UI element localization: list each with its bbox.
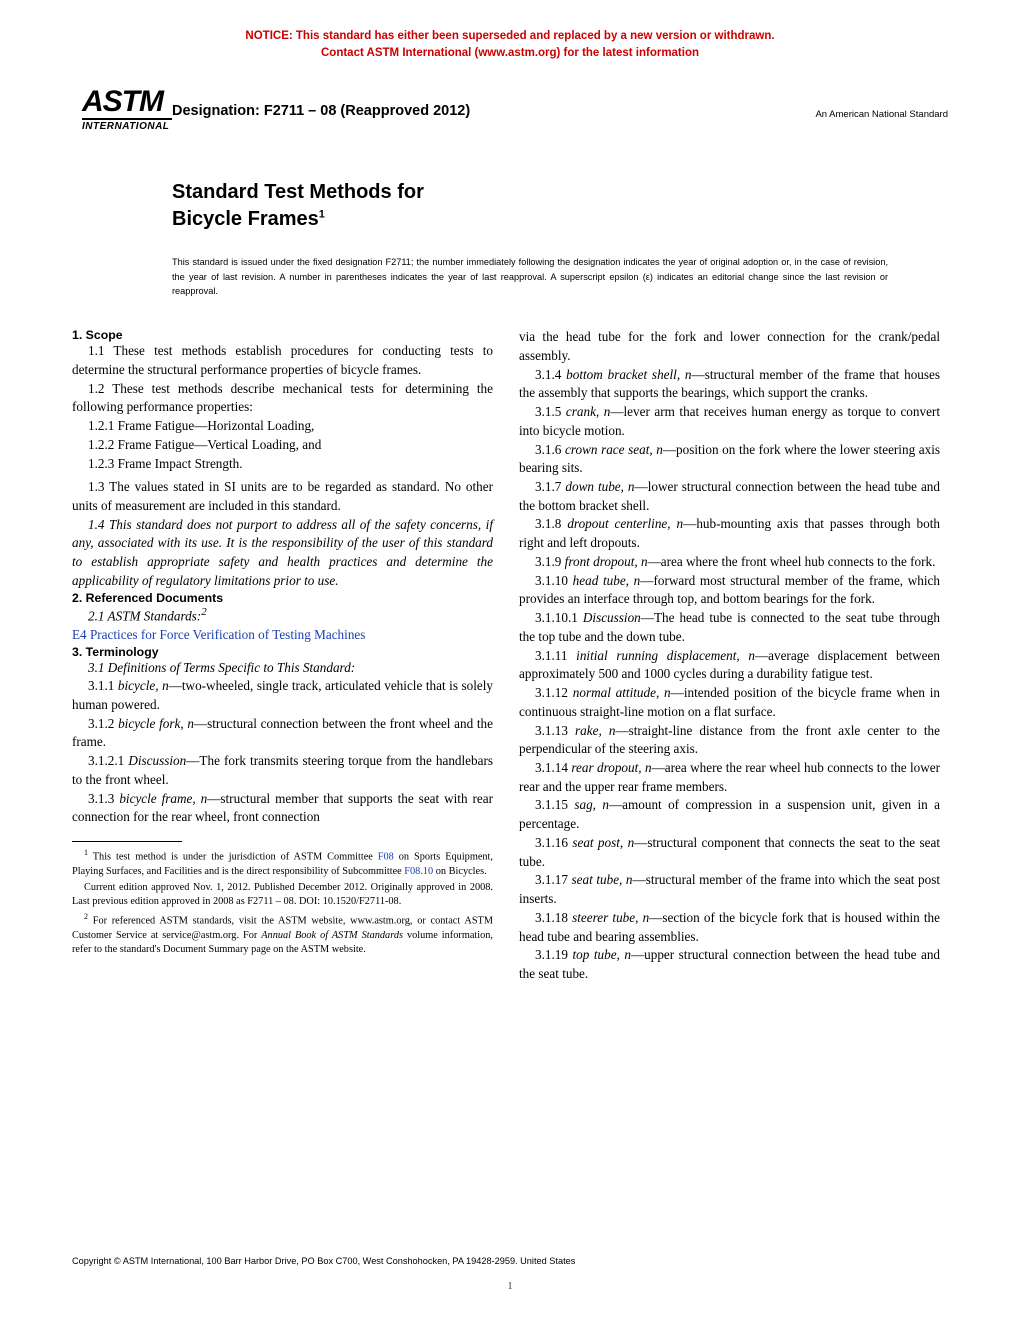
section-heading-referenced-documents: 2. Referenced Documents bbox=[72, 590, 224, 605]
paragraph-3-1-13: 3.1.13 rake, n—straight-line distance from the front axle center to the perpendicular of the steering axis. bbox=[519, 722, 941, 757]
notice-line-1: NOTICE: This standard has either been superseded and replaced by a new version or withdrawn. bbox=[245, 30, 775, 42]
two-column-body bbox=[72, 328, 948, 984]
paragraph-1-2-3: 1.2.3 Frame Impact Strength. bbox=[88, 455, 243, 471]
astm-international-label: INTERNATIONAL bbox=[82, 121, 170, 133]
masthead bbox=[72, 87, 948, 151]
paragraph-3-1-4: 3.1.4 bottom bracket shell, n—structural member of the frame that houses the assembly that supports the bearings, which support the cranks. bbox=[519, 366, 940, 401]
paragraph-2-1-heading: 2.1 ASTM Standards:$^2$ bbox=[88, 605, 207, 624]
paragraph-3-1-2: 3.1.2 bicycle fork, n—structural connection between the front wheel and the frame. bbox=[72, 715, 494, 750]
paragraph-1-2-2: 1.2.2 Frame Fatigue—Vertical Loading, and bbox=[88, 436, 322, 452]
designation-line: Designation: F2711 – 08 (Reapproved 2012) bbox=[172, 103, 471, 120]
reference-link-e4[interactable] bbox=[72, 627, 365, 642]
superseded-notice bbox=[72, 28, 948, 61]
paragraph-1-2-1: 1.2.1 Frame Fatigue—Horizontal Loading, bbox=[88, 418, 315, 434]
paragraph-3-1-2-1: 3.1.2.1 Discussion—The fork transmits steering torque from the handlebars to the front wheel. bbox=[72, 753, 494, 787]
paragraph-3-1-8: 3.1.8 dropout centerline, n—hub-mounting axis that passes through both right and left dropouts. bbox=[519, 516, 940, 551]
paragraph-3-1-15: 3.1.15 sag, n—amount of compression in a suspension unit, given in a percentage. bbox=[519, 797, 940, 832]
paragraph-3-1-11: 3.1.11 initial running displacement, n—average displacement between approximately 500 and 1000 cycles during a durability fatigue test. bbox=[519, 647, 940, 682]
footer-copyright: Copyright © ASTM International, 100 Barr Harbor Drive, PO Box C700, West Conshohocken, PA 19428-2959. United States bbox=[72, 1256, 576, 1266]
paragraph-3-1-18: 3.1.18 steerer tube, n—section of the bicycle fork that is housed within the head tube and bearing assemblies. bbox=[519, 909, 940, 944]
paragraph-3-1-14: 3.1.14 rear dropout, n—area where the rear wheel hub connects to the lower rear and the upper rear frame members. bbox=[519, 759, 940, 794]
section-heading-terminology: 3. Terminology bbox=[72, 644, 159, 659]
footnote-2: $^2$ For referenced ASTM standards, visit the ASTM website, www.astm.org, or contact ASTM Customer Service at service@astm.org. For Annual Book of ASTM Standards volume information, refer to the standard's Document Summary page on the ASTM website. bbox=[72, 912, 493, 956]
reference-code: E4 bbox=[72, 626, 87, 642]
paragraph-1-1: 1.1 These test methods establish procedures for conducting tests to determine the structural performance properties of bicycle frames. bbox=[72, 343, 493, 377]
paragraph-3-1-10-1: 3.1.10.1 Discussion—The head tube is connected to the seat tube through the top tube and the down tube. bbox=[519, 610, 941, 644]
paragraph-3-1-16: 3.1.16 seat post, n—structural component that connects the seat to the seat tube. bbox=[519, 834, 941, 869]
paragraph-1-3: 1.3 The values stated in SI units are to be regarded as standard. No other units of measurement are included in this standard. bbox=[72, 479, 493, 513]
astm-wordmark: ASTM bbox=[82, 85, 163, 119]
reference-title: Practices for Force Verification of Testing Machines bbox=[89, 626, 366, 642]
section-heading-scope: 1. Scope bbox=[72, 328, 123, 343]
notice-line-2: Contact ASTM International (www.astm.org) for the latest information bbox=[320, 46, 700, 59]
paragraph-3-1-9: 3.1.9 front dropout, n—area where the front wheel hub connects to the fork. bbox=[535, 553, 936, 569]
paragraph-3-1-5: 3.1.5 crank, n—lever arm that receives human energy as torque to convert into bicycle motion. bbox=[519, 404, 940, 438]
title-line-2: Bicycle Frames bbox=[172, 208, 319, 231]
astm-logo bbox=[82, 87, 174, 149]
right-column bbox=[519, 328, 940, 984]
paragraph-1-4: 1.4 This standard does not purport to address all of the safety concerns, if any, associated with its use. It is the responsibility of the user of this standard to establish appropriate safety and health practices and determine the applicability of regulatory limitations prior to use. bbox=[72, 516, 493, 588]
paragraph-3-1-6: 3.1.6 crown race seat, n—position on the fork where the lower steering axis bearing sits. bbox=[519, 441, 941, 476]
paragraph-3-1-12: 3.1.12 normal attitude, n—intended position of the bicycle frame when in continuous straight-line motion on a flat surface. bbox=[519, 685, 941, 719]
title-block bbox=[72, 179, 948, 233]
footnote-divider bbox=[72, 841, 182, 842]
paragraph-3-1-17: 3.1.17 seat tube, n—structural member of the frame into which the seat post inserts. bbox=[519, 872, 941, 907]
paragraph-3-1-1: 3.1.1 bicycle, n—two-wheeled, single track, articulated vehicle that is solely human powered. bbox=[72, 678, 493, 712]
title-footnote-marker: 1 bbox=[318, 208, 325, 221]
page-number: 1 bbox=[507, 1281, 513, 1292]
left-column bbox=[72, 328, 493, 984]
ansi-note: An American National Standard bbox=[815, 109, 948, 121]
paragraph-3-1-3: 3.1.3 bicycle frame, n—structural member that supports the seat with rear connection for the rear wheel, front connection bbox=[72, 790, 494, 825]
logo-divider bbox=[82, 118, 172, 120]
footnote-current-edition: Current edition approved Nov. 1, 2012. Published December 2012. Originally approved in 2008. Last previous edition approved in 2008 as F2711 – 08. DOI: 10.1520/F2711-08. bbox=[72, 881, 493, 908]
referenced-standard-e4[interactable] bbox=[72, 626, 493, 645]
title-line-1: Standard Test Methods for bbox=[172, 181, 424, 204]
paragraph-3-1-10: 3.1.10 head tube, n—forward most structural member of the frame, which provides an interface through top, and bottom bearings for the fork. bbox=[519, 572, 941, 607]
preamble-text: This standard is issued under the fixed designation F2711; the number immediately following the designation indicates the year of original adoption or, in the case of revision, the year of last revision. A number in parentheses indicates the year of last reapproval. A superscript epsilon (ε) indicates an editorial change since the last revision or reapproval. bbox=[172, 257, 888, 296]
paragraph-continuation: via the head tube for the fork and lower connection for the crank/pedal assembly. bbox=[519, 329, 940, 363]
footnotes bbox=[72, 847, 493, 957]
paragraph-3-1-7: 3.1.7 down tube, n—lower structural connection between the head tube and the bottom bracket shell. bbox=[519, 478, 940, 513]
paragraph-1-2: 1.2 These test methods describe mechanical tests for determining the following performance properties: bbox=[72, 380, 493, 415]
page-title bbox=[172, 179, 948, 233]
paragraph-3-1-heading: 3.1 Definitions of Terms Specific to This Standard: bbox=[88, 659, 356, 675]
paragraph-3-1-19: 3.1.19 top tube, n—upper structural connection between the head tube and the seat tube. bbox=[519, 947, 941, 982]
footnote-1: $^1$ This test method is under the jurisdiction of ASTM Committee F08 on Sports Equipment, Playing Surfaces, and Facilities and is the direct responsibility of Subcommittee F08.10 on Bicycles. bbox=[72, 848, 493, 877]
